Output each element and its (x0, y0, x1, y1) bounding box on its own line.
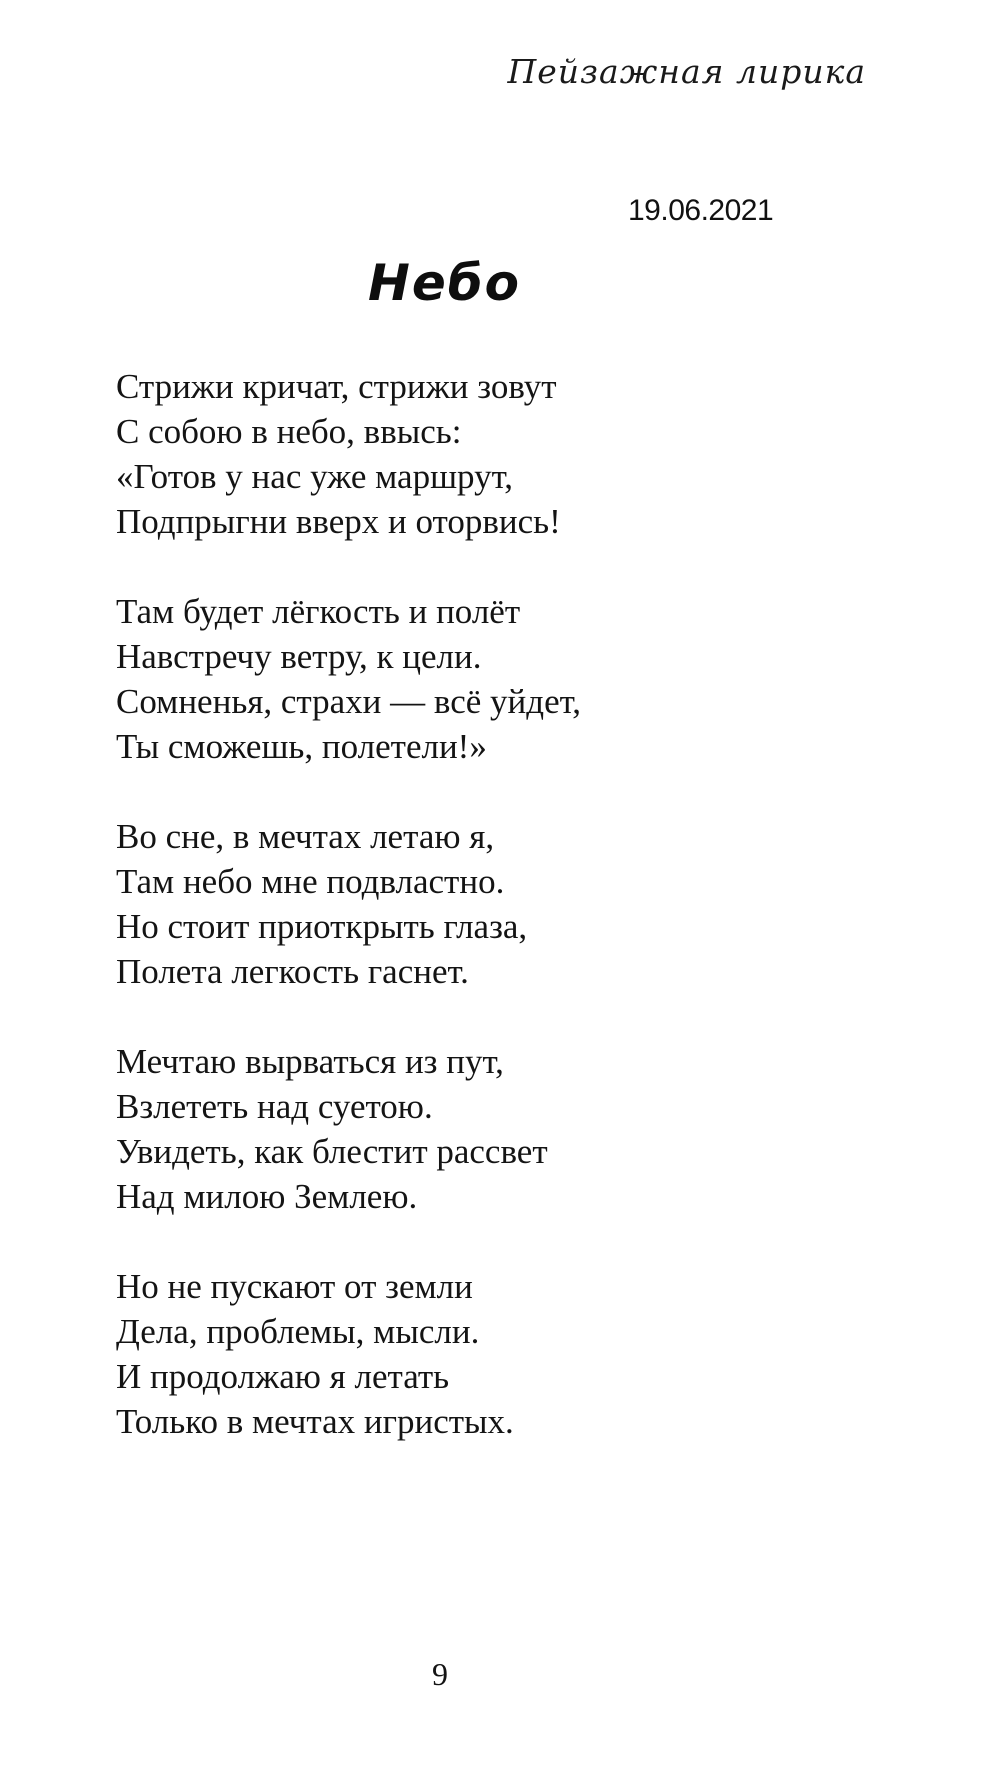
verse-line: Мечтаю вырваться из пут, (116, 1042, 504, 1081)
verse-line: «Готов у нас уже маршрут, (116, 457, 513, 496)
poem-body (116, 364, 876, 1489)
verse-line: Только в мечтах игристых. (116, 1402, 514, 1441)
verse-line: Подпрыгни вверх и оторвись! (116, 502, 561, 541)
verse-line: Но стоит приоткрыть глаза, (116, 907, 528, 946)
running-header: Пейзажная лирика (507, 52, 866, 91)
verse-line: Полета легкость гаснет. (116, 952, 469, 991)
verse-line: И продолжаю я летать (116, 1357, 450, 1396)
verse-line: Там небо мне подвластно. (116, 862, 505, 901)
verse-line: Дела, проблемы, мысли. (116, 1312, 480, 1351)
stanza-2 (116, 589, 876, 769)
poem-date: 19.06.2021 (628, 194, 774, 227)
verse-line: Ты сможешь, полетели!» (116, 727, 487, 766)
verse-line: Навстречу ветру, к цели. (116, 637, 482, 676)
stanza-1 (116, 364, 876, 544)
verse-line: С собою в небо, ввысь: (116, 412, 462, 451)
verse-line: Стрижи кричат, стрижи зовут (116, 367, 557, 406)
verse-line: Там будет лёгкость и полёт (116, 592, 521, 631)
stanza-3 (116, 814, 876, 994)
verse-line: Над милою Землею. (116, 1177, 418, 1216)
verse-line: Увидеть, как блестит рассвет (116, 1132, 548, 1171)
verse-line: Во сне, в мечтах летаю я, (116, 817, 495, 856)
verse-line: Сомненья, страхи — всё уйдет, (116, 682, 582, 721)
stanza-4 (116, 1039, 876, 1219)
page-number: 9 (432, 1656, 448, 1692)
poem-title: Небо (368, 254, 522, 312)
verse-line: Но не пускают от земли (116, 1267, 473, 1306)
stanza-5 (116, 1264, 876, 1444)
verse-line: Взлететь над суетою. (116, 1087, 433, 1126)
